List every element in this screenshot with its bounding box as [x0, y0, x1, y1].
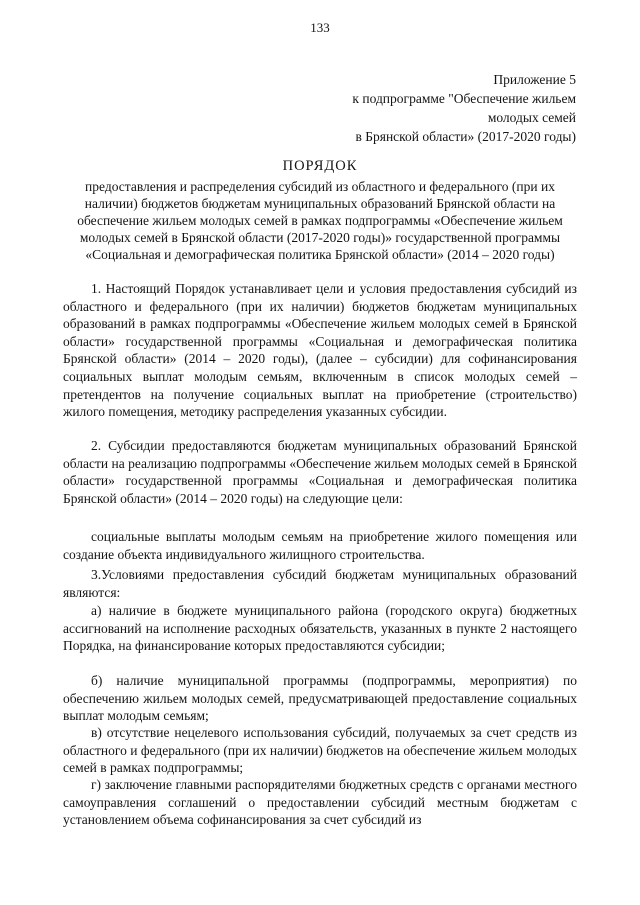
paragraph-text: в) отсутствие нецелевого использования субсидий, получаемых за счет средств из областного и федерального (при их наличии) бюджетов на обеспечение жильем молодых семей в рамках подпрограммы;: [63, 725, 577, 776]
paragraph-3-item-c: [63, 724, 577, 779]
paragraph-3: [63, 566, 577, 603]
appendix-line: молодых семей: [487, 110, 576, 125]
paragraph-text: социальные выплаты молодым семьям на приобретение жилого помещения или создание объекта индивидуального жилищного строительства.: [63, 529, 577, 562]
document-title: ПОРЯДОК: [282, 158, 358, 174]
subtitle-line: наличии) бюджетов бюджетам муниципальных образований Брянской области на: [84, 196, 556, 211]
subtitle-line: «Социальная и демографическая политика Брянской области» (2014 – 2020 годы): [85, 247, 555, 262]
paragraph-text: 1. Настоящий Порядок устанавливает цели и условия предоставления субсидий из областного и федерального (при их наличии) бюджетов бюджетам муниципальных образований в рамках подпрограммы «Обеспечение жильем молодых семей в Брянской области» государственной программы «Социальная и демографическая политика Брянской области» (2014 – 2020 годы), (далее – субсидии) для софинансирования социальных выплат молодым семьям, включенным в список молодых семей – претендентов на получение социальных выплат на приобретение (строительство) жилого помещения, методику распределения указанных субсидии.: [63, 281, 577, 420]
paragraph-3-item-d: [63, 776, 577, 831]
subtitle-line: предоставления и распределения субсидий из областного и федерального (при их: [85, 179, 555, 194]
paragraph-text: 3.Условиями предоставления субсидий бюджетам муниципальных образований являются:: [63, 567, 577, 600]
paragraph-3-item-b: [63, 672, 577, 727]
appendix-line: в Брянской области» (2017-2020 годы): [355, 129, 576, 144]
paragraph-2-item: [63, 528, 577, 565]
appendix-line: Приложение 5: [493, 72, 576, 87]
paragraph-text: а) наличие в бюджете муниципального района (городского округа) бюджетных ассигнований на исполнение расходных обязательств, указанных в пункте 2 настоящего Порядка, на финансирование которых предоставляются субсидии;: [63, 603, 577, 654]
document-subtitle: [40, 178, 600, 263]
paragraph-3-item-a: [63, 602, 577, 657]
paragraph-text: г) заключение главными распорядителями бюджетных средств с органами местного самоуправления соглашений о предоставлении субсидий местным бюджетам с установлением объема софинансирования за счет субсидий из: [63, 777, 577, 828]
paragraph-1: [63, 280, 577, 423]
paragraph-2: [63, 437, 577, 509]
subtitle-line: обеспечение жильем молодых семей в рамках подпрограммы «Обеспечение жильем: [77, 213, 563, 228]
page-number: 133: [310, 20, 330, 35]
paragraph-text: 2. Субсидии предоставляются бюджетам муниципальных образований Брянской области на реализацию подпрограммы «Обеспечение жильем молодых семей в Брянской области» государственной программы «Социальная и демографическая политика Брянской области» (2014 – 2020 годы) на следующие цели:: [63, 438, 577, 506]
appendix-line: к подпрограмме "Обеспечение жильем: [352, 91, 576, 106]
appendix-header: [352, 70, 576, 146]
paragraph-text: б) наличие муниципальной программы (подпрограммы, мероприятия) по обеспечению жильем молодых семей, предусматривающей предоставление социальных выплат молодым семьям;: [63, 673, 577, 724]
subtitle-line: молодых семей в Брянской области (2017-2020 годы)» государственной программы: [79, 230, 561, 245]
